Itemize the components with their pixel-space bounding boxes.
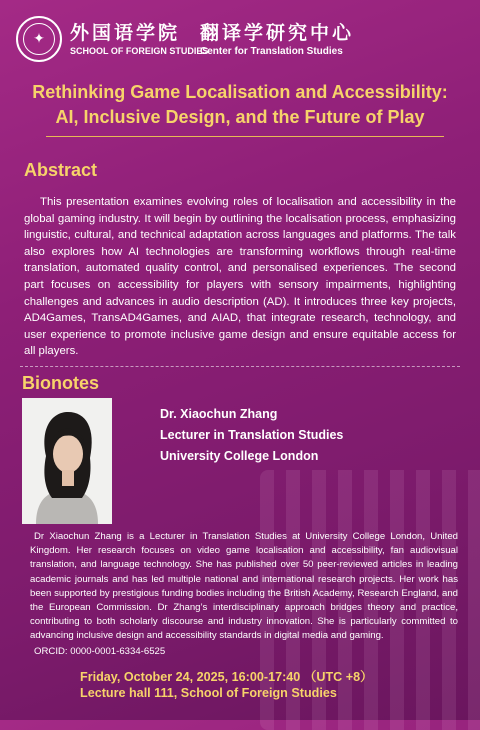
speaker-portrait-image [22,398,112,524]
talk-title-line2: AI, Inclusive Design, and the Future of Play [55,107,425,127]
speaker-position: Lecturer in Translation Studies [160,428,344,442]
event-datetime: Friday, October 24, 2025, 16:00-17:40 （UTC +8） [80,670,373,684]
orcid: ORCID: 0000-0001-6334-6525 [34,646,166,657]
school-name-cn: 外国语学院 [70,22,181,44]
speaker-info [160,404,343,467]
talk-title [20,80,460,130]
abstract-text: This presentation examines evolving roles of localisation and accessibility in the global gaming industry. It will begin by outlining the localisation process, emphasizing linguistic, cultural, and technical adaptation across languages and platforms. The talk also explores how AI technologies are transforming workflows through real-time translation, automated quality control, and personalised experiences. The second part focuses on accessibility for players with sensory impairments, highlighting challenges and advances in audio description (AD). It introduces three key projects, AD4Games, TransAD4Games, and AIAD, that integrate research, technology, and user experience to promote inclusive game design and ensure equitable access for all players. [24,196,456,358]
bionotes-heading: Bionotes [22,373,100,393]
school-seal-logo [16,16,62,62]
event-venue: Lecture hall 111, School of Foreign Studies [80,686,337,700]
bio-text: Dr Xiaochun Zhang is a Lecturer in Translation Studies at University College London, United Kingdom. Her research focuses on video game localisation and accessibility, fan audiovisual translation, and language technology. She has published over 50 peer-reviewed articles in leading academic journals and has led multiple national and international research projects. Her work has been supported by prestigious funding bodies including the British Academy, Research England, and the European Commission. Dr Zhang’s interdisciplinary approach bridges theory and practice, contributing to both scholarly discourse and industry innovation. She is particularly committed to advancing inclusive design and accessibility standards in digital media and gaming. [30,531,458,642]
seal-star-icon: ✦ [23,23,55,55]
talk-title-line1: Rethinking Game Localisation and Accessibility: [32,82,448,102]
header [14,12,474,68]
speaker-photo [22,398,112,524]
speaker-name: Dr. Xiaochun Zhang [160,407,278,421]
section-divider [20,366,460,367]
abstract-heading: Abstract [24,160,98,180]
center-name-cn: 翻译学研究中心 [200,22,355,44]
title-underline [46,136,444,137]
school-name-en: SCHOOL OF FOREIGN STUDIES [70,46,209,56]
center-name-en: Center for Translation Studies [200,46,343,57]
speaker-institution: University College London [160,449,319,463]
